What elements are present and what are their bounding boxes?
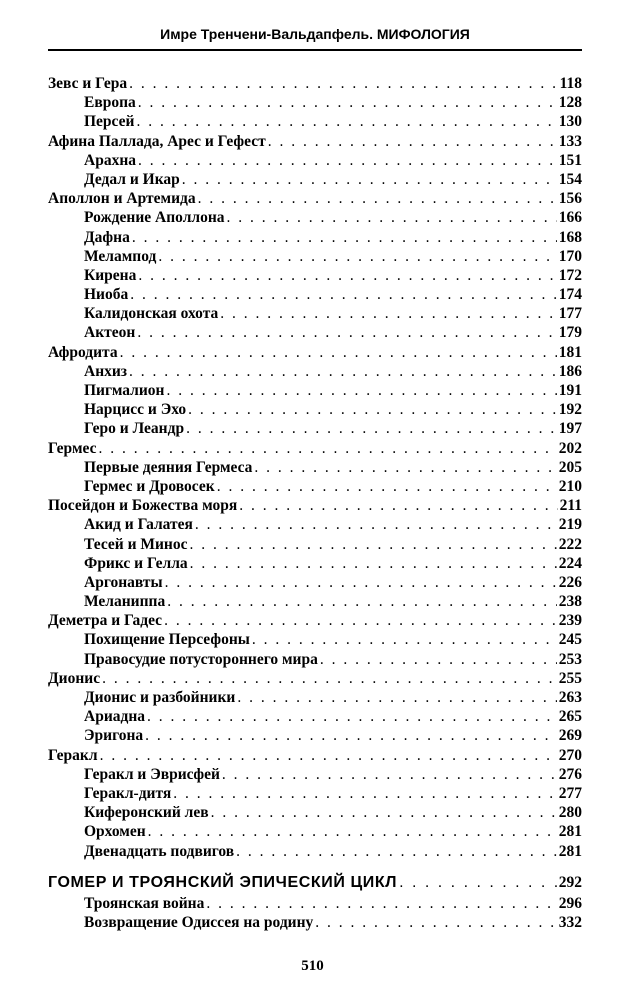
toc-entry-page: 239 (558, 612, 582, 630)
dot-leader (166, 381, 556, 400)
toc-subentry (48, 323, 582, 342)
dot-leader (129, 74, 557, 93)
toc-entry-page: 296 (558, 894, 582, 912)
toc-entry-title: Троянская война (84, 894, 205, 912)
toc-entry-page: 205 (558, 458, 582, 476)
toc-entry-title: Первые деяния Гермеса (84, 458, 253, 476)
toc-subentry (48, 573, 582, 592)
toc-entry-page: 197 (558, 420, 582, 438)
toc-entry-title: Европа (84, 94, 136, 112)
running-head: Имре Тренчени-Вальдапфель. МИФОЛОГИЯ (160, 26, 470, 42)
dot-leader (138, 151, 557, 170)
dot-leader (130, 285, 557, 304)
toc-entry-title: ГОМЕР И ТРОЯНСКИЙ ЭПИЧЕСКИЙ ЦИКЛ (48, 873, 398, 891)
toc-entry-title: Тесей и Минос (84, 535, 188, 553)
dot-leader (236, 842, 557, 861)
toc-entry-page: 226 (558, 573, 582, 591)
toc-entry-page: 156 (558, 190, 582, 208)
toc-subentry (48, 913, 582, 932)
dot-leader (206, 894, 556, 913)
toc-subentry (48, 381, 582, 400)
toc-subentry (48, 707, 582, 726)
toc-entry-title: Афродита (48, 343, 118, 361)
toc-entry-page: 170 (558, 247, 582, 265)
toc-subentry (48, 535, 582, 554)
toc-entry-page: 202 (558, 439, 582, 457)
toc-entry-title: Дионис и разбойники (84, 689, 236, 706)
toc-entry-title: Дафна (84, 228, 130, 246)
toc-entry-title: Гермес (48, 439, 97, 457)
toc-entry-title: Посейдон и Божества моря (48, 497, 238, 515)
toc-entry-page: 238 (558, 593, 582, 611)
toc-subentry (48, 803, 582, 822)
dot-leader (129, 362, 557, 381)
dot-leader (132, 228, 557, 247)
dot-leader (182, 170, 557, 189)
toc-entry-title: Геракл и Эврисфей (84, 765, 220, 783)
toc-entry-page: 154 (558, 170, 582, 188)
dot-leader (222, 765, 557, 784)
page-number: 510 (301, 958, 324, 974)
dot-leader (147, 707, 557, 726)
toc-entry-page: 179 (558, 324, 582, 342)
toc-entry-page: 255 (558, 669, 582, 687)
dot-leader (98, 439, 556, 458)
toc-entry-title: Возвращение Одиссея на родину (84, 913, 314, 931)
toc-entry-page: 292 (558, 873, 582, 891)
toc-chapter (48, 746, 582, 765)
dot-leader (120, 343, 557, 362)
toc-entry-page: 219 (558, 516, 582, 534)
toc-subentry (48, 650, 582, 669)
toc-subentry (48, 266, 582, 285)
dot-leader (190, 535, 557, 554)
toc-entry-page: 281 (558, 823, 582, 841)
toc-subentry (48, 112, 582, 131)
dot-leader (136, 112, 556, 131)
toc-chapter (48, 611, 582, 630)
toc-entry-page: 211 (559, 497, 582, 515)
toc-entry-title: Пигмалион (84, 382, 165, 399)
toc-entry-page: 222 (558, 535, 582, 553)
toc-entry-page: 281 (558, 842, 582, 860)
toc-entry-page: 177 (558, 305, 582, 323)
dot-leader (137, 323, 556, 342)
dot-leader (198, 189, 557, 208)
dot-leader (211, 803, 557, 822)
toc-entry-title: Аполлон и Артемида (48, 190, 196, 208)
toc-entry-page: 130 (558, 113, 582, 131)
toc-entry-page: 186 (558, 362, 582, 380)
dot-leader (237, 688, 556, 707)
dot-leader (399, 872, 557, 894)
toc-entry-page: 263 (558, 689, 582, 706)
toc-chapter (48, 132, 582, 151)
toc-entry-page: 192 (558, 401, 582, 419)
part-spacer (48, 861, 582, 872)
toc-entry-title: Двенадцать подвигов (84, 842, 235, 860)
dot-leader (227, 208, 557, 227)
toc-entry-page: 128 (558, 94, 582, 112)
dot-leader (254, 458, 556, 477)
toc-subentry (48, 630, 582, 649)
toc-subentry (48, 362, 582, 381)
dot-leader (195, 515, 557, 534)
toc-entry-title: Зевс и Гера (48, 75, 128, 92)
toc-subentry (48, 419, 582, 438)
toc-subentry (48, 822, 582, 841)
toc-entry-page: 245 (558, 631, 582, 649)
toc-chapter (48, 496, 582, 515)
toc-entry-title: Мелампод (84, 247, 157, 265)
table-of-contents (48, 74, 582, 932)
toc-entry-page: 151 (558, 151, 582, 169)
toc-entry-page: 277 (558, 784, 582, 802)
dot-leader (158, 247, 556, 266)
toc-chapter (48, 439, 582, 458)
toc-subentry (48, 170, 582, 189)
dot-leader (220, 304, 556, 323)
toc-entry-page: 265 (558, 708, 582, 726)
toc-entry-page: 270 (558, 746, 582, 764)
dot-leader (138, 266, 556, 285)
toc-entry-title: Рождение Аполлона (84, 209, 225, 227)
dot-leader (148, 822, 557, 841)
toc-entry-title: Эригона (84, 727, 144, 745)
toc-entry-title: Персей (84, 113, 135, 131)
toc-entry-title: Орхомен (84, 823, 146, 841)
toc-subentry (48, 765, 582, 784)
toc-subentry (48, 842, 582, 861)
toc-subentry (48, 285, 582, 304)
toc-entry-title: Арахна (84, 151, 136, 169)
toc-subentry (48, 894, 582, 913)
toc-entry-title: Похищение Персефоны (84, 631, 250, 649)
toc-entry-title: Кирена (84, 266, 137, 284)
dot-leader (239, 496, 557, 515)
toc-entry-page: 166 (558, 209, 582, 227)
dot-leader (173, 784, 556, 803)
toc-subentry (48, 554, 582, 573)
dot-leader (320, 650, 557, 669)
dot-leader (165, 573, 557, 592)
dot-leader (167, 592, 557, 611)
toc-entry-page: 191 (558, 382, 582, 399)
toc-subentry (48, 515, 582, 534)
toc-entry-title: Меланиппа (84, 593, 166, 611)
toc-entry-title: Ниоба (84, 286, 129, 304)
toc-subentry (48, 477, 582, 496)
toc-entry-page: 276 (558, 765, 582, 783)
toc-part-heading (48, 872, 582, 894)
toc-entry-title: Гермес и Дровосек (84, 477, 215, 495)
dot-leader (268, 132, 557, 151)
toc-chapter (48, 74, 582, 93)
toc-subentry (48, 458, 582, 477)
toc-entry-title: Дионис (48, 669, 101, 687)
toc-subentry (48, 247, 582, 266)
toc-entry-title: Аргонавты (84, 573, 163, 591)
dot-leader (315, 913, 556, 932)
dot-leader (100, 746, 557, 765)
toc-entry-page: 118 (559, 75, 582, 92)
dot-leader (164, 611, 557, 630)
toc-entry-title: Фрикс и Гелла (84, 554, 188, 572)
toc-subentry (48, 304, 582, 323)
toc-entry-page: 332 (558, 913, 582, 931)
toc-subentry (48, 784, 582, 803)
toc-entry-title: Анхиз (84, 362, 128, 380)
toc-subentry (48, 208, 582, 227)
toc-entry-page: 224 (558, 554, 582, 572)
toc-entry-title: Нарцисс и Эхо (84, 401, 187, 419)
toc-chapter (48, 189, 582, 208)
header-rule (48, 49, 582, 51)
dot-leader (217, 477, 557, 496)
toc-chapter (48, 343, 582, 362)
toc-entry-page: 253 (558, 650, 582, 668)
toc-entry-page: 133 (558, 132, 582, 150)
dot-leader (188, 400, 557, 419)
dot-leader (186, 419, 557, 438)
toc-entry-title: Акид и Галатея (84, 516, 193, 534)
dot-leader (145, 726, 557, 745)
dot-leader (138, 93, 557, 112)
toc-entry-title: Геро и Леандр (84, 420, 185, 438)
toc-entry-title: Геракл (48, 746, 98, 764)
toc-subentry (48, 151, 582, 170)
toc-entry-title: Дедал и Икар (84, 170, 180, 188)
toc-entry-title: Правосудие потустороннего мира (84, 650, 318, 668)
toc-entry-page: 168 (558, 228, 582, 246)
toc-subentry (48, 688, 582, 707)
toc-entry-title: Актеон (84, 324, 136, 342)
toc-entry-title: Киферонский лев (84, 804, 209, 822)
toc-entry-title: Калидонская охота (84, 305, 219, 323)
toc-entry-page: 181 (558, 343, 582, 361)
toc-entry-page: 269 (558, 727, 582, 745)
dot-leader (102, 669, 557, 688)
toc-entry-page: 210 (558, 477, 582, 495)
toc-entry-page: 174 (558, 286, 582, 304)
toc-subentry (48, 592, 582, 611)
toc-subentry (48, 228, 582, 247)
toc-subentry (48, 93, 582, 112)
toc-entry-page: 280 (558, 804, 582, 822)
toc-entry-title: Деметра и Гадес (48, 612, 163, 630)
dot-leader (190, 554, 557, 573)
toc-subentry (48, 400, 582, 419)
toc-entry-title: Геракл-дитя (84, 784, 172, 802)
toc-entry-title: Афина Паллада, Арес и Гефест (48, 132, 266, 150)
toc-entry-title: Ариадна (84, 708, 146, 726)
toc-entry-page: 172 (558, 266, 582, 284)
toc-subentry (48, 726, 582, 745)
dot-leader (252, 630, 557, 649)
toc-chapter (48, 669, 582, 688)
